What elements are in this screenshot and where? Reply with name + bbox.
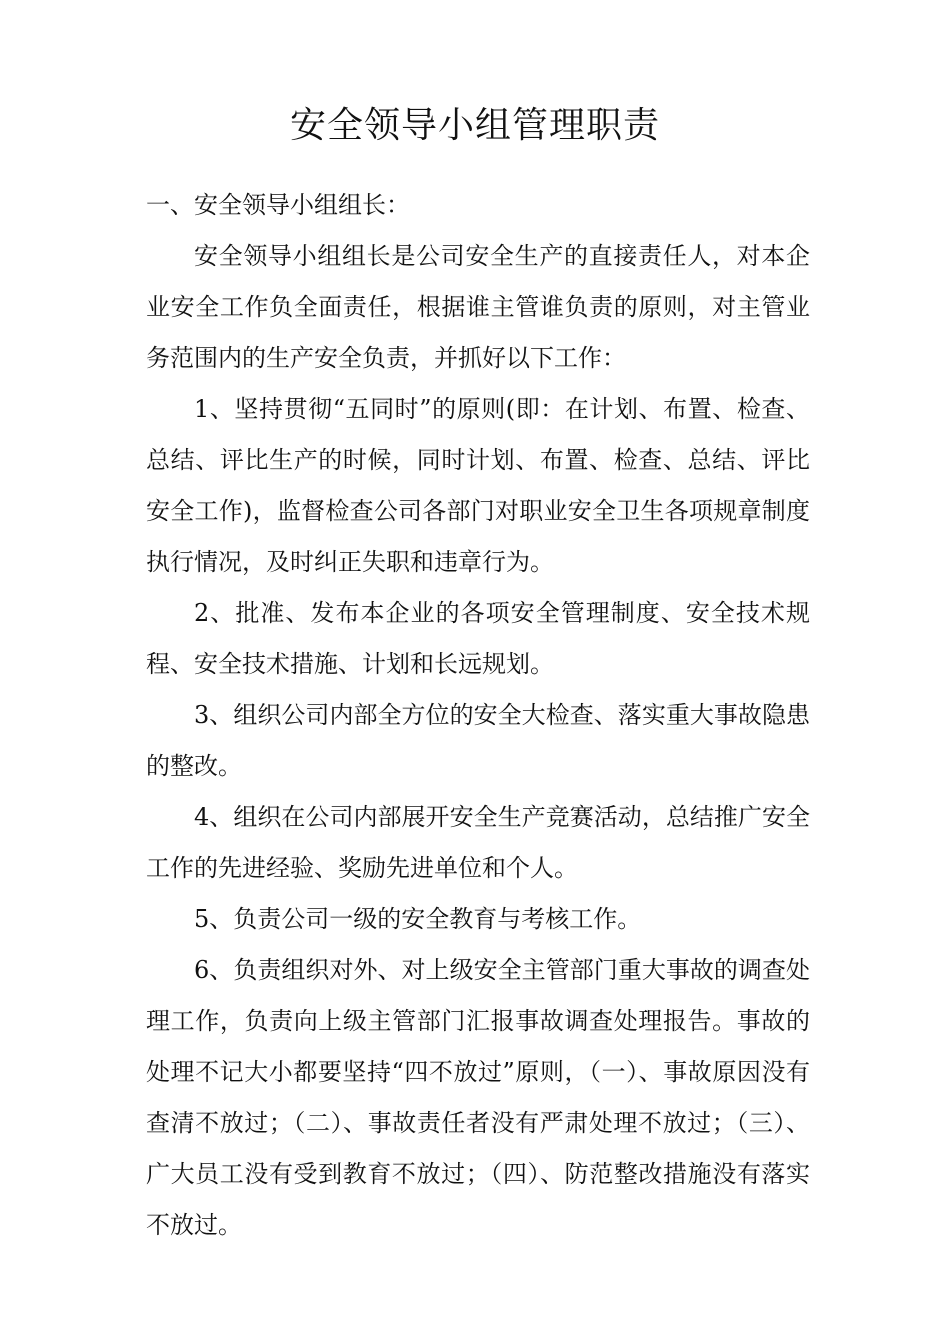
document-body: [146, 180, 810, 1251]
section-heading: 一、安全领导小组组长：: [146, 191, 410, 219]
duty-item-1: 1、坚持贯彻“五同时”的原则(即：在计划、布置、检查、总结、评比生产的时候，同时计划、布置、检查、总结、评比安全工作)，监督检查公司各部门对职业安全卫生各项规章制度执行情况，及时纠正失职和违章行为。: [146, 395, 810, 576]
duty-item-6: 6、负责组织对外、对上级安全主管部门重大事故的调查处理工作，负责向上级主管部门汇报事故调查处理报告。事故的处理不记大小都要坚持“四不放过”原则，（一）、事故原因没有查清不放过；（二）、事故责任者没有严肃处理不放过；（三）、广大员工没有受到教育不放过；（四）、防范整改措施没有落实不放过。: [146, 956, 810, 1239]
duty-item-3: 3、组织公司内部全方位的安全大检查、落实重大事故隐患的整改。: [146, 701, 810, 780]
intro-paragraph: 安全领导小组组长是公司安全生产的直接责任人，对本企业安全工作负全面责任，根据谁主管谁负责的原则，对主管业务范围内的生产安全负责，并抓好以下工作：: [146, 242, 810, 372]
duty-item-2: 2、批准、发布本企业的各项安全管理制度、安全技术规程、安全技术措施、计划和长远规划。: [146, 599, 810, 678]
document-title: 安全领导小组管理职责: [289, 105, 660, 146]
duty-item-4: 4、组织在公司内部展开安全生产竞赛活动，总结推广安全工作的先进经验、奖励先进单位和个人。: [146, 803, 810, 882]
duty-item-5: 5、负责公司一级的安全教育与考核工作。: [194, 905, 642, 933]
